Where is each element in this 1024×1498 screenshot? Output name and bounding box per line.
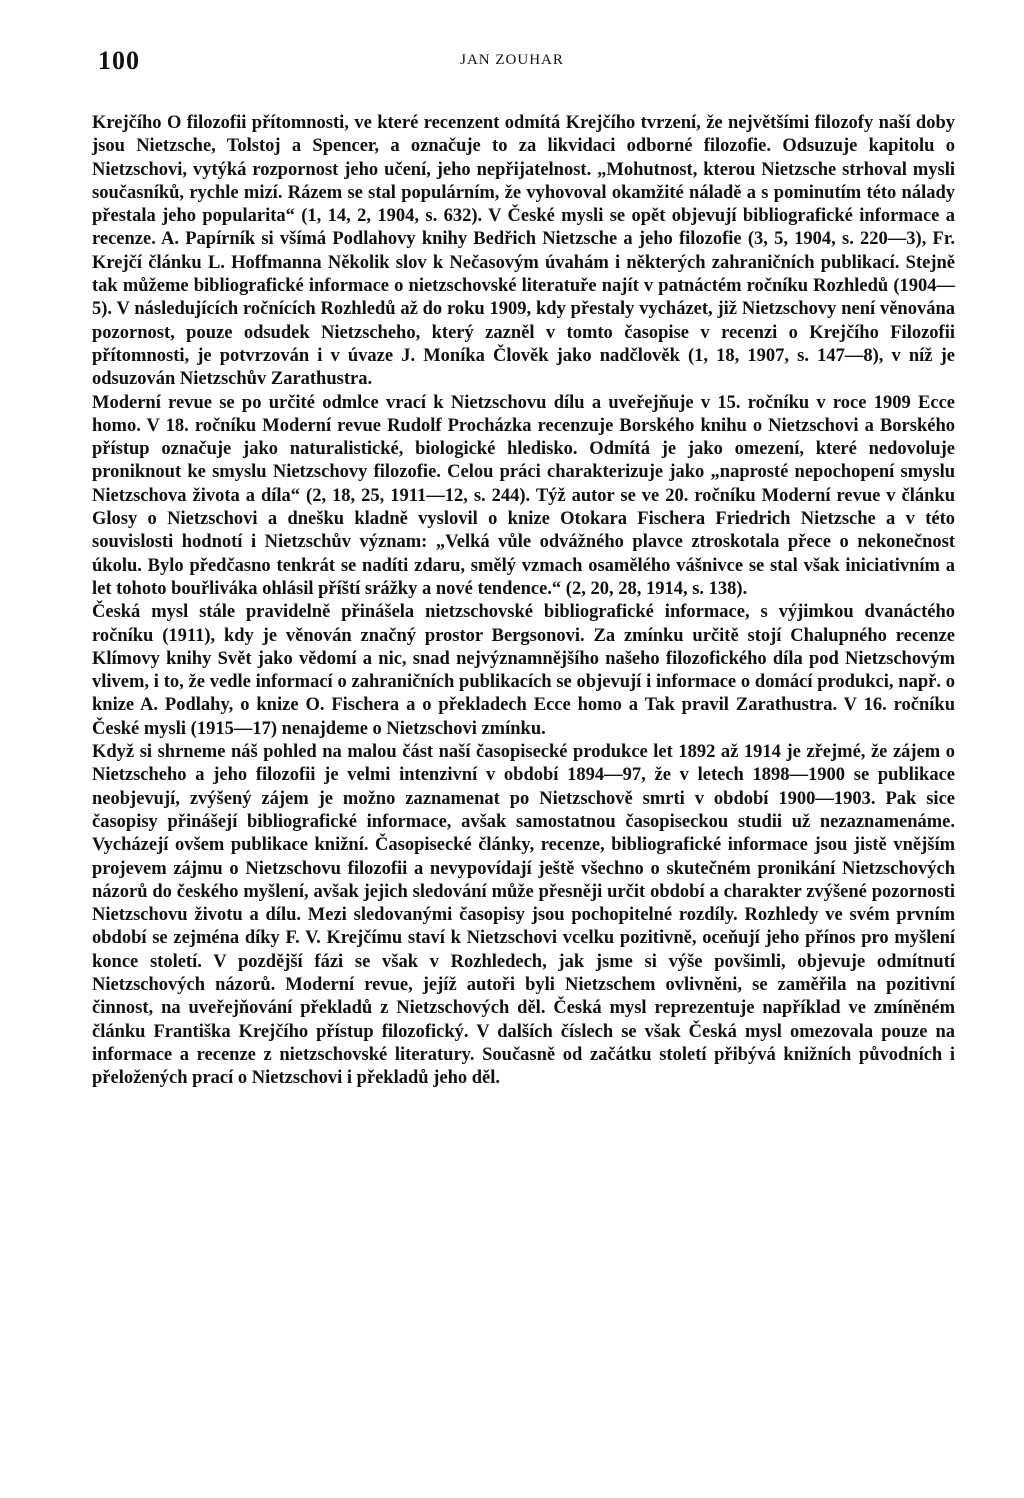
running-head: JAN ZOUHAR (460, 52, 564, 68)
paragraph: Česká mysl stále pravidelně přinášela nietzschovské bibliografické informace, s výjimkou dvanáctého ročníku (1911), kdy je věnován značný prostor Bergsonovi. Za zmínku určitě stojí Chalupného recenze Klímovy knihy Svět jako vědomí a nic, snad nejvýznamnějšího našeho filozofického díla pod Nietzschovým vlivem, i to, že vedle informací o zahraničních publikacích se objevují i informace o domácí produkci, např. o knize A. Podlahy, o knize O. Fischera a o překladech Ecce homo a Tak pravil Zarathustra. V 16. ročníku České mysli (1915—17) nenajdeme o Nietzschovi zmínku. (92, 602, 955, 739)
page-number: 100 (98, 46, 140, 75)
body-text (92, 112, 955, 1090)
paragraph: Krejčího O filozofii přítomnosti, ve které recenzent odmítá Krejčího tvrzení, že největšími filozofy naší doby jsou Nietzsche, Tolstoj a Spencer, a označuje to za likvidaci odborné filozofie. Odsuzuje kapitolu o Nietzschovi, vytýká rozpornost jeho učení, jeho nepřijatelnost. „Mohutnost, kterou Nietzsche strhoval mysli současníků, rychle mizí. Rázem se stal populárním, že vyhovoval okamžité náladě a s pominutím této nálady přestala jeho popularita“ (1, 14, 2, 1904, s. 632). V České mysli se opět objevují bibliografické informace a recenze. A. Papírník si všímá Podlahovy knihy Bedřich Nietzsche a jeho filozofie (3, 5, 1904, s. 220—3), Fr. Krejčí článku L. Hoffmanna Několik slov k Nečasovým úvahám i některých zahraničních publikací. Stejně tak můžeme bibliografické informace o nietzschovské literatuře najít v patnáctém ročníku Rozhledů (1904—5). V následujících ročnících Rozhledů až do roku 1909, kdy přestaly vycházet, již Nietzschovy není věnována pozornost, pouze odsudek Nietzscheho, který zazněl v tomto časopise v recenzi o Krejčího Filozofii přítomnosti, je potvrzován i v úvaze J. Moníka Člověk jako nadčlověk (1, 18, 1907, s. 147—8), v níž je odsuzován Nietzschův Zarathustra. (92, 113, 955, 390)
paragraph: Moderní revue se po určité odmlce vrací k Nietzschovu dílu a uveřejňuje v 15. ročníku v roce 1909 Ecce homo. V 18. ročníku Moderní revue Rudolf Procházka recenzuje Borského knihu o Nietzschovi a Borského přístup označuje jako naturalistické, biologické hledisko. Odmítá je jako omezení, které nedovoluje proniknout ke smyslu Nietzschovy filozofie. Celou práci charakterizuje jako „naprosté nepochopení smyslu Nietzschova života a díla“ (2, 18, 25, 1911—12, s. 244). Týž autor se ve 20. ročníku Moderní revue v článku Glosy o Nietzschovi a dnešku kladně vyslovil o knize Otokara Fischera Friedrich Nietzsche a v této souvislosti hodnotí i Nietzschův význam: „Velká vůle odvážného plavce ztroskotala přece o nekonečnost úkolu. Bylo předčasno tenkrát se nadíti zdaru, smělý vzmach osamělého vášnivce se stal však iniciativním a let tohoto bouřliváka ohlásil příští srážky a nové tendence.“ (2, 20, 28, 1914, s. 138). (92, 392, 955, 599)
paragraph: Když si shrneme náš pohled na malou část naší časopisecké produkce let 1892 až 1914 je zřejmé, že zájem o Nietzscheho a jeho filozofii je velmi intenzivní v období 1894—97, že v letech 1898—1900 se publikace neobjevují, zvýšený zájem je možno zaznamenat po Nietzschově smrti v období 1900—1903. Pak sice časopisy přinášejí bibliografické informace, avšak samostatnou časopiseckou studii už nezaznamenáme. Vycházejí ovšem publikace knižní. Časopisecké články, recenze, bibliografické informace jsou jistě vnějším projevem zájmu o Nietzschovu filozofii a nevypovídají ještě všechno o skutečném pronikání Nietzschových názorů do českého myšlení, avšak jejich sledování může přesněji určit období a charakter zvýšené pozornosti Nietzschovu životu a dílu. Mezi sledovanými časopisy jsou pochopitelné rozdíly. Rozhledy ve svém prvním období se zejména díky F. V. Krejčímu staví k Nietzschovi vcelku pozitivně, oceňují jeho přínos pro myšlení konce století. V pozdější fázi se však v Rozhledech, jak jsme si výše povšimli, objevuje odmítnutí Nietzschových názorů. Moderní revue, jejíž autoři byli Nietzschem ovlivněni, se zaměřila na pozitivní činnost, na uveřejňování překladů z Nietzschových děl. Česká mysl reprezentuje například ve zmíněném článku Františka Krejčího přístup filozofický. V dalších číslech se však Česká mysl omezovala pouze na informace a recenze z nietzschovské literatury. Současně od začátku století přibývá knižních původních i přeložených prací o Nietzschovi i překladů jeho děl. (92, 742, 955, 1089)
